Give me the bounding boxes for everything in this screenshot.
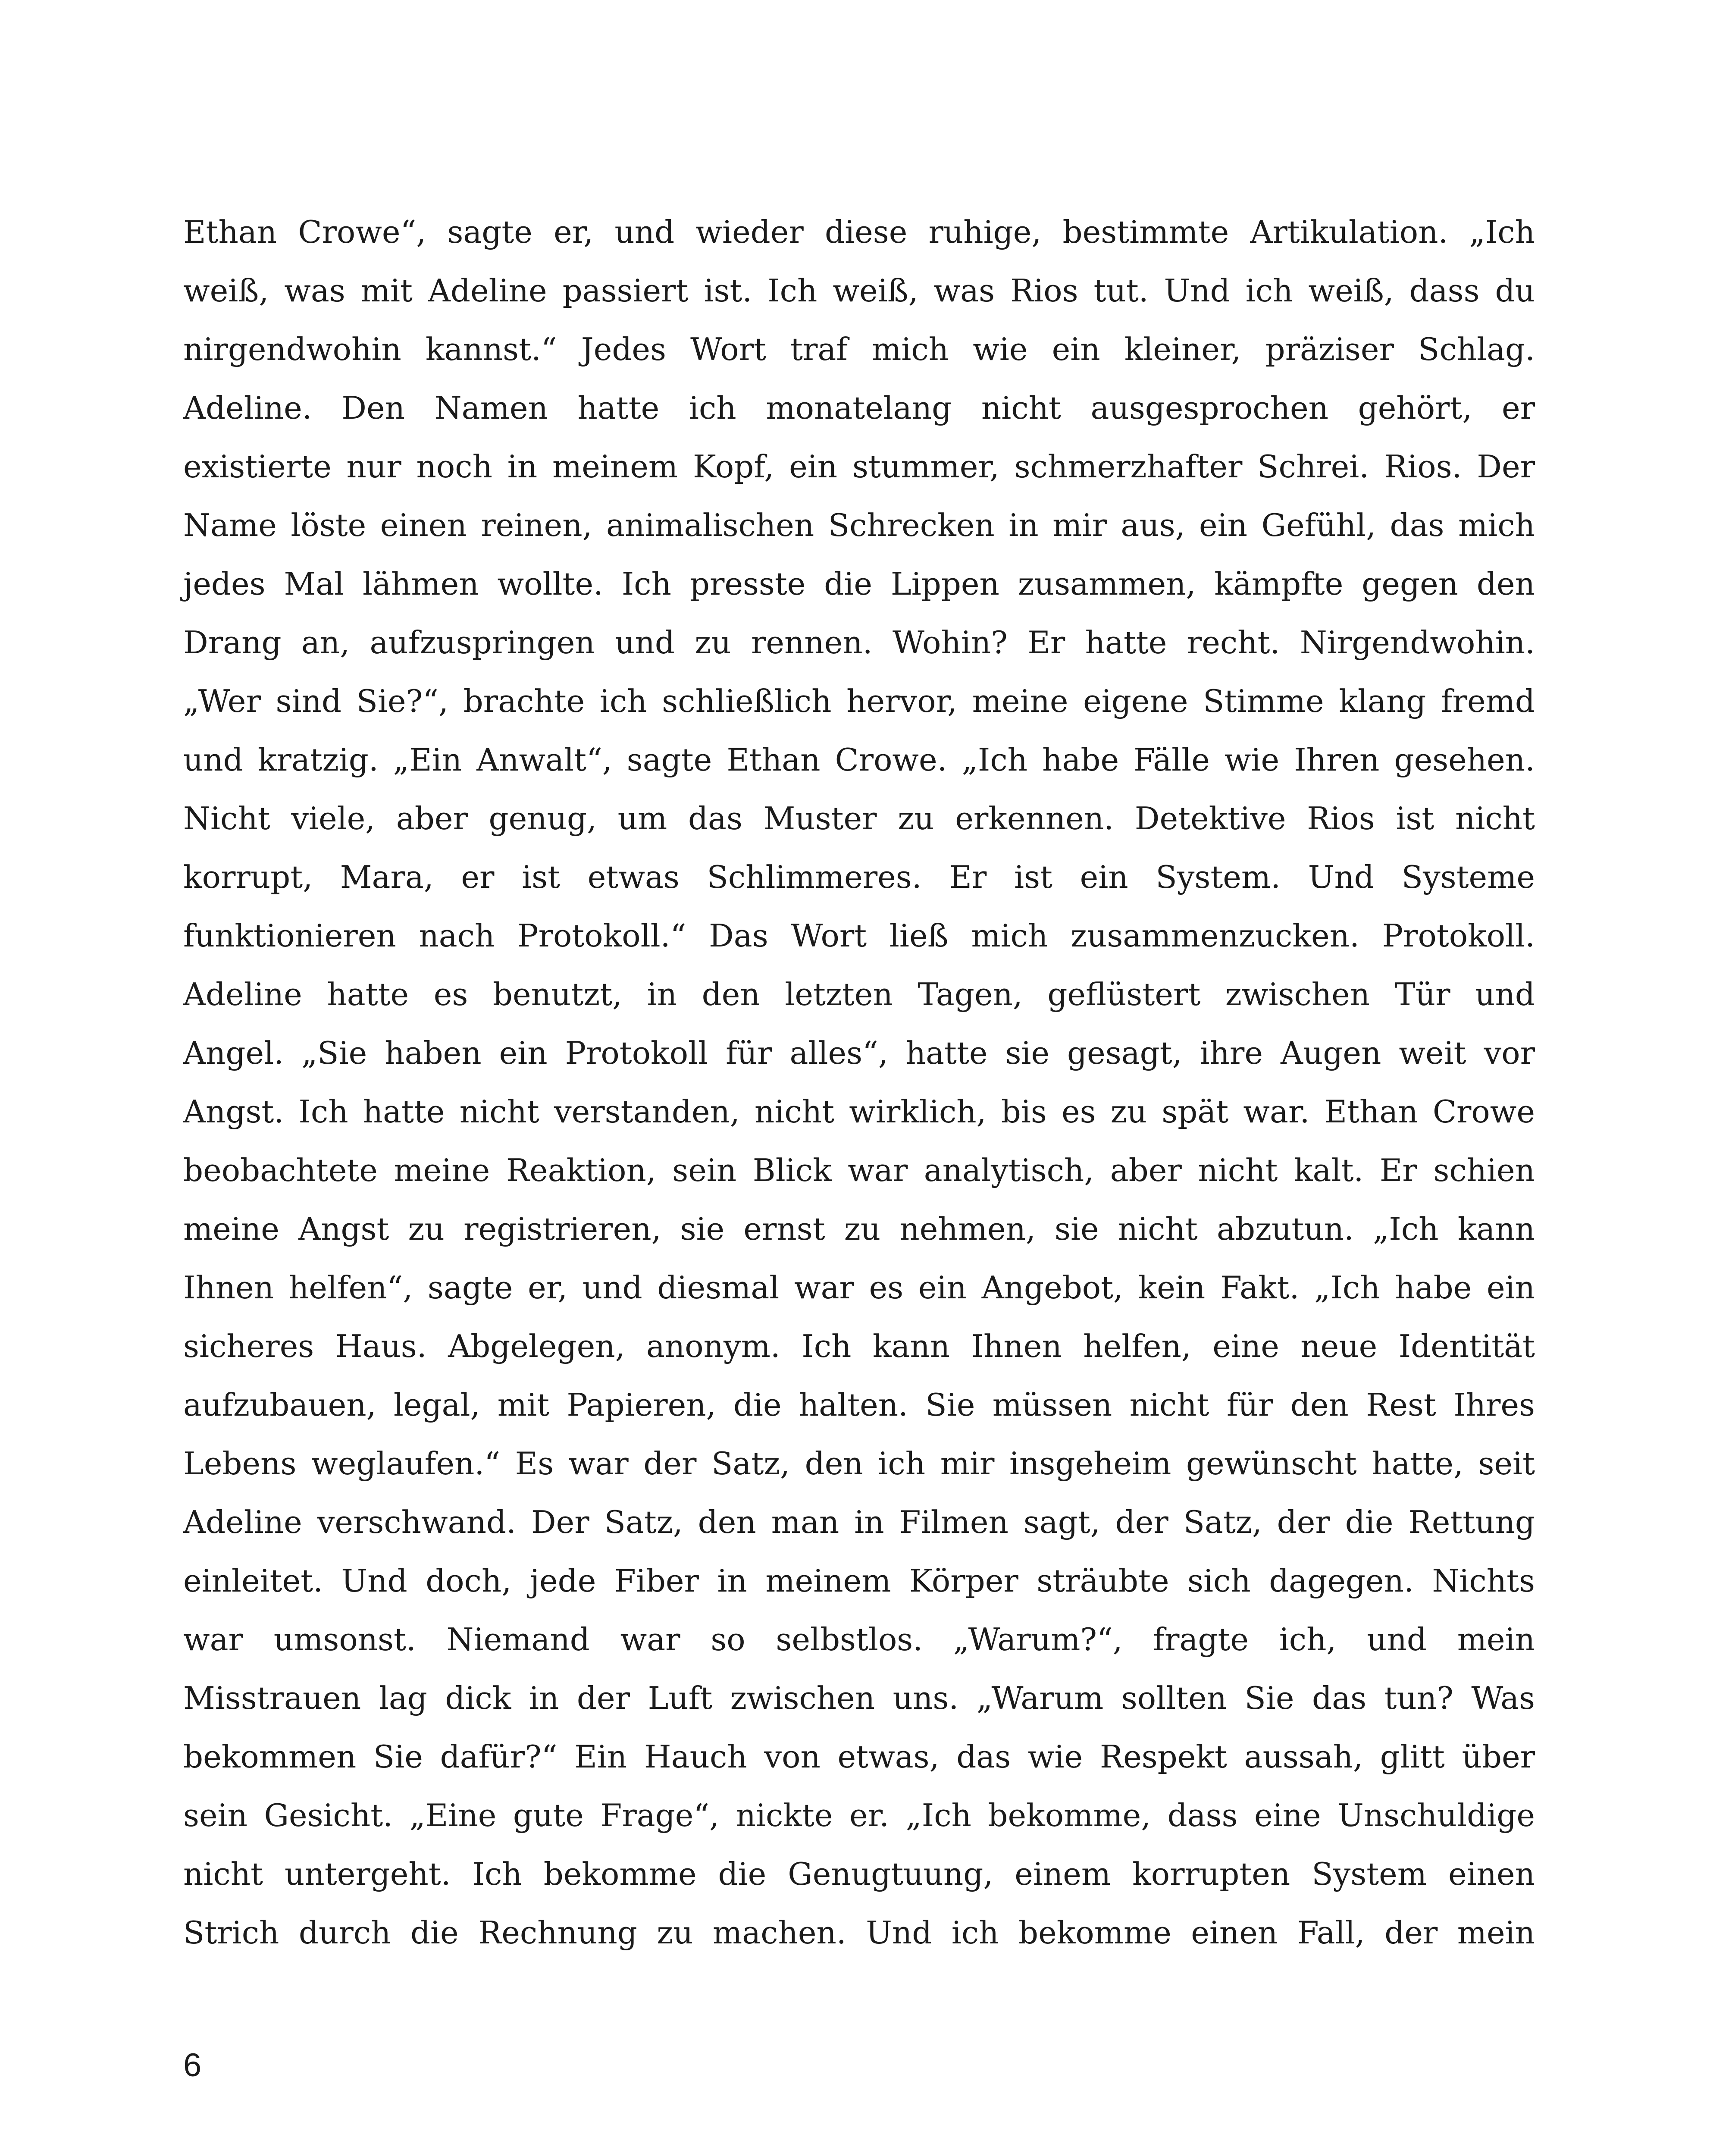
text-line: beobachtete meine Reaktion, sein Blick war analytisch, aber nicht kalt. Er schien	[183, 1152, 1535, 1188]
text-line: Name löste einen reinen, animalischen Schrecken in mir aus, ein Gefühl, das mich	[183, 507, 1535, 543]
text-line: meine Angst zu registrieren, sie ernst zu nehmen, sie nicht abzutun. „Ich kann	[183, 1211, 1535, 1247]
text-line: Adeline verschwand. Der Satz, den man in Filmen sagt, der Satz, der die Rettung	[183, 1504, 1535, 1540]
text-line: korrupt, Mara, er ist etwas Schlimmeres. Er ist ein System. Und Systeme	[183, 859, 1535, 895]
text-line: Nicht viele, aber genug, um das Muster zu erkennen. Detektive Rios ist nicht	[183, 800, 1535, 837]
text-line: bekommen Sie dafür?“ Ein Hauch von etwas, das wie Respekt aussah, glitt über	[183, 1739, 1535, 1775]
text-line: Drang an, aufzuspringen und zu rennen. Wohin? Er hatte recht. Nirgendwohin.	[183, 624, 1535, 661]
text-line: war umsonst. Niemand war so selbstlos. „Warum?“, fragte ich, und mein	[183, 1621, 1535, 1658]
text-line: Adeline hatte es benutzt, in den letzten Tagen, geflüstert zwischen Tür und	[183, 976, 1535, 1012]
text-line: nicht untergeht. Ich bekomme die Genugtuung, einem korrupten System einen	[183, 1856, 1535, 1892]
text-line: sicheres Haus. Abgelegen, anonym. Ich kann Ihnen helfen, eine neue Identität	[183, 1328, 1535, 1364]
text-line: Angel. „Sie haben ein Protokoll für alles“, hatte sie gesagt, ihre Augen weit vor	[183, 1035, 1535, 1071]
text-line: sein Gesicht. „Eine gute Frage“, nickte er. „Ich bekomme, dass eine Unschuldige	[183, 1797, 1535, 1833]
text-line: Strich durch die Rechnung zu machen. Und ich bekomme einen Fall, der mein	[183, 1915, 1535, 1951]
text-line: existierte nur noch in meinem Kopf, ein stummer, schmerzhafter Schrei. Rios. Der	[183, 448, 1535, 485]
page-number: 6	[183, 2047, 202, 2084]
text-line: Misstrauen lag dick in der Luft zwischen uns. „Warum sollten Sie das tun? Was	[183, 1680, 1535, 1716]
text-line: Adeline. Den Namen hatte ich monatelang nicht ausgesprochen gehört, er	[183, 390, 1535, 426]
text-line: nirgendwohin kannst.“ Jedes Wort traf mich wie ein kleiner, präziser Schlag.	[183, 331, 1535, 367]
text-line: aufzubauen, legal, mit Papieren, die halten. Sie müssen nicht für den Rest Ihres	[183, 1387, 1535, 1423]
text-line: einleitet. Und doch, jede Fiber in meinem Körper sträubte sich dagegen. Nichts	[183, 1563, 1535, 1599]
text-line: jedes Mal lähmen wollte. Ich presste die Lippen zusammen, kämpfte gegen den	[183, 566, 1535, 602]
text-line: Angst. Ich hatte nicht verstanden, nicht wirklich, bis es zu spät war. Ethan Crowe	[183, 1094, 1535, 1130]
text-line: „Wer sind Sie?“, brachte ich schließlich hervor, meine eigene Stimme klang fremd	[183, 683, 1535, 719]
text-line: Ethan Crowe“, sagte er, und wieder diese ruhige, bestimmte Artikulation. „Ich	[183, 214, 1535, 250]
text-line: und kratzig. „Ein Anwalt“, sagte Ethan Crowe. „Ich habe Fälle wie Ihren gesehen.	[183, 742, 1535, 778]
body-text	[183, 203, 1535, 1962]
text-line: funktionieren nach Protokoll.“ Das Wort ließ mich zusammenzucken. Protokoll.	[183, 918, 1535, 954]
text-line: Lebens weglaufen.“ Es war der Satz, den ich mir insgeheim gewünscht hatte, seit	[183, 1445, 1535, 1482]
text-line: Ihnen helfen“, sagte er, und diesmal war es ein Angebot, kein Fakt. „Ich habe ein	[183, 1269, 1535, 1306]
text-line: weiß, was mit Adeline passiert ist. Ich weiß, was Rios tut. Und ich weiß, dass du	[183, 273, 1535, 309]
